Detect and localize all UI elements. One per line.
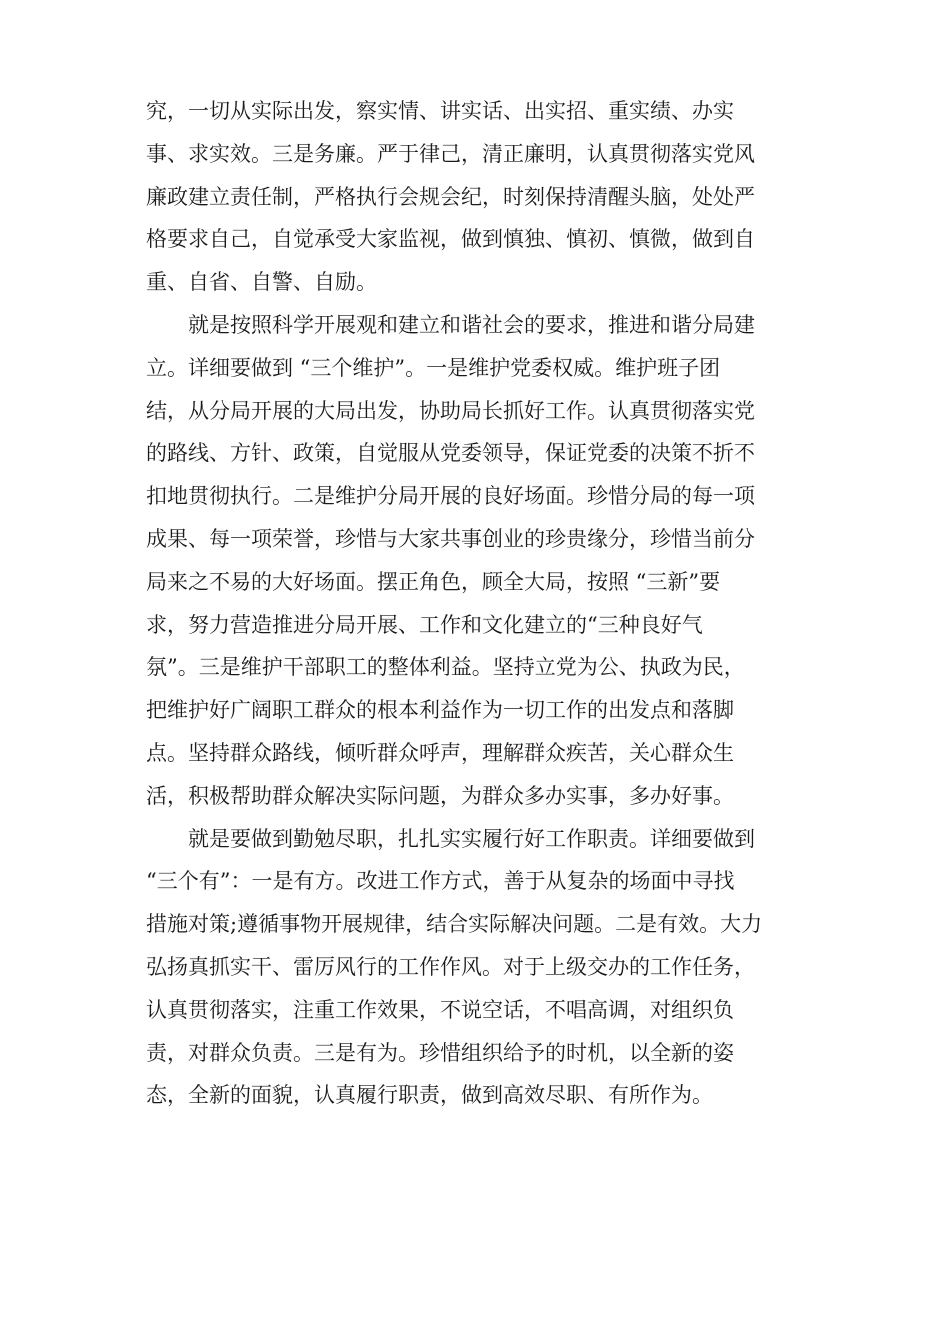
text-line: 格要求自己，自觉承受大家监视，做到慎独、慎初、慎微，做到自 bbox=[146, 227, 755, 252]
text-line: 弘扬真抓实干、雷厉风行的工作作风。对于上级交办的工作任务， bbox=[146, 954, 755, 979]
text-line: 点。坚持群众路线，倾听群众呼声，理解群众疾苦，关心群众生 bbox=[146, 740, 734, 765]
text-line: 扣地贯彻执行。二是维护分局开展的良好场面。珍惜分局的每一项 bbox=[146, 484, 755, 509]
paragraph-1 bbox=[146, 90, 806, 304]
text-line: 活，积极帮助群众解决实际问题，为群众多办实事，多办好事。 bbox=[146, 783, 734, 808]
text-line: 认真贯彻落实，注重工作效果，不说空话，不唱高调，对组织负 bbox=[146, 997, 734, 1022]
text-line: 廉政建立责任制，严格执行会规会纪，时刻保持清醒头脑，处处严 bbox=[146, 184, 755, 209]
text-line: 重、自省、自警、自励。 bbox=[146, 270, 377, 295]
text-line: 措施对策;遵循事物开展规律，结合实际解决问题。二是有效。大力 bbox=[146, 912, 763, 937]
text-line: 求，努力营造推进分局开展、工作和文化建立的“三种良好气 bbox=[146, 612, 703, 637]
text-line: 成果、每一项荣誉，珍惜与大家共事创业的珍贵缘分，珍惜当前分 bbox=[146, 526, 755, 551]
text-line: 把维护好广阔职工群众的根本利益作为一切工作的出发点和落脚 bbox=[146, 698, 734, 723]
text-line: 立。详细要做到 “三个维护”。一是维护党委权威。维护班子团 bbox=[146, 355, 721, 380]
text-line: 的路线、方针、政策，自觉服从党委领导，保证党委的决策不折不 bbox=[146, 441, 755, 466]
text-line: 结，从分局开展的大局出发，协助局长抓好工作。认真贯彻落实党 bbox=[146, 398, 755, 423]
document-body bbox=[146, 90, 806, 1117]
text-line: 事、求实效。三是务廉。严于律己，清正廉明，认真贯彻落实党风 bbox=[146, 141, 755, 166]
text-line: 究，一切从实际出发，察实情、讲实话、出实招、重实绩、办实 bbox=[146, 99, 734, 123]
paragraph-2 bbox=[146, 304, 806, 818]
text-line: 局来之不易的大好场面。摆正角色，顾全大局，按照 “三新”要 bbox=[146, 569, 721, 594]
text-line: 氛”。三是维护干部职工的整体利益。坚持立党为公、执政为民， bbox=[146, 655, 745, 680]
text-line: 责，对群众负责。三是有为。珍惜组织给予的时机，以全新的姿 bbox=[146, 1040, 734, 1065]
text-line: 就是要做到勤勉尽职，扎扎实实履行好工作职责。详细要做到 bbox=[188, 826, 755, 851]
text-line: 态，全新的面貌，认真履行职责，做到高效尽职、有所作为。 bbox=[146, 1083, 713, 1108]
paragraph-3 bbox=[146, 818, 806, 1118]
text-line: “三个有”：一是有方。改进工作方式，善于从复杂的场面中寻找 bbox=[146, 869, 735, 894]
text-line: 就是按照科学开展观和建立和谐社会的要求，推进和谐分局建 bbox=[188, 312, 755, 337]
